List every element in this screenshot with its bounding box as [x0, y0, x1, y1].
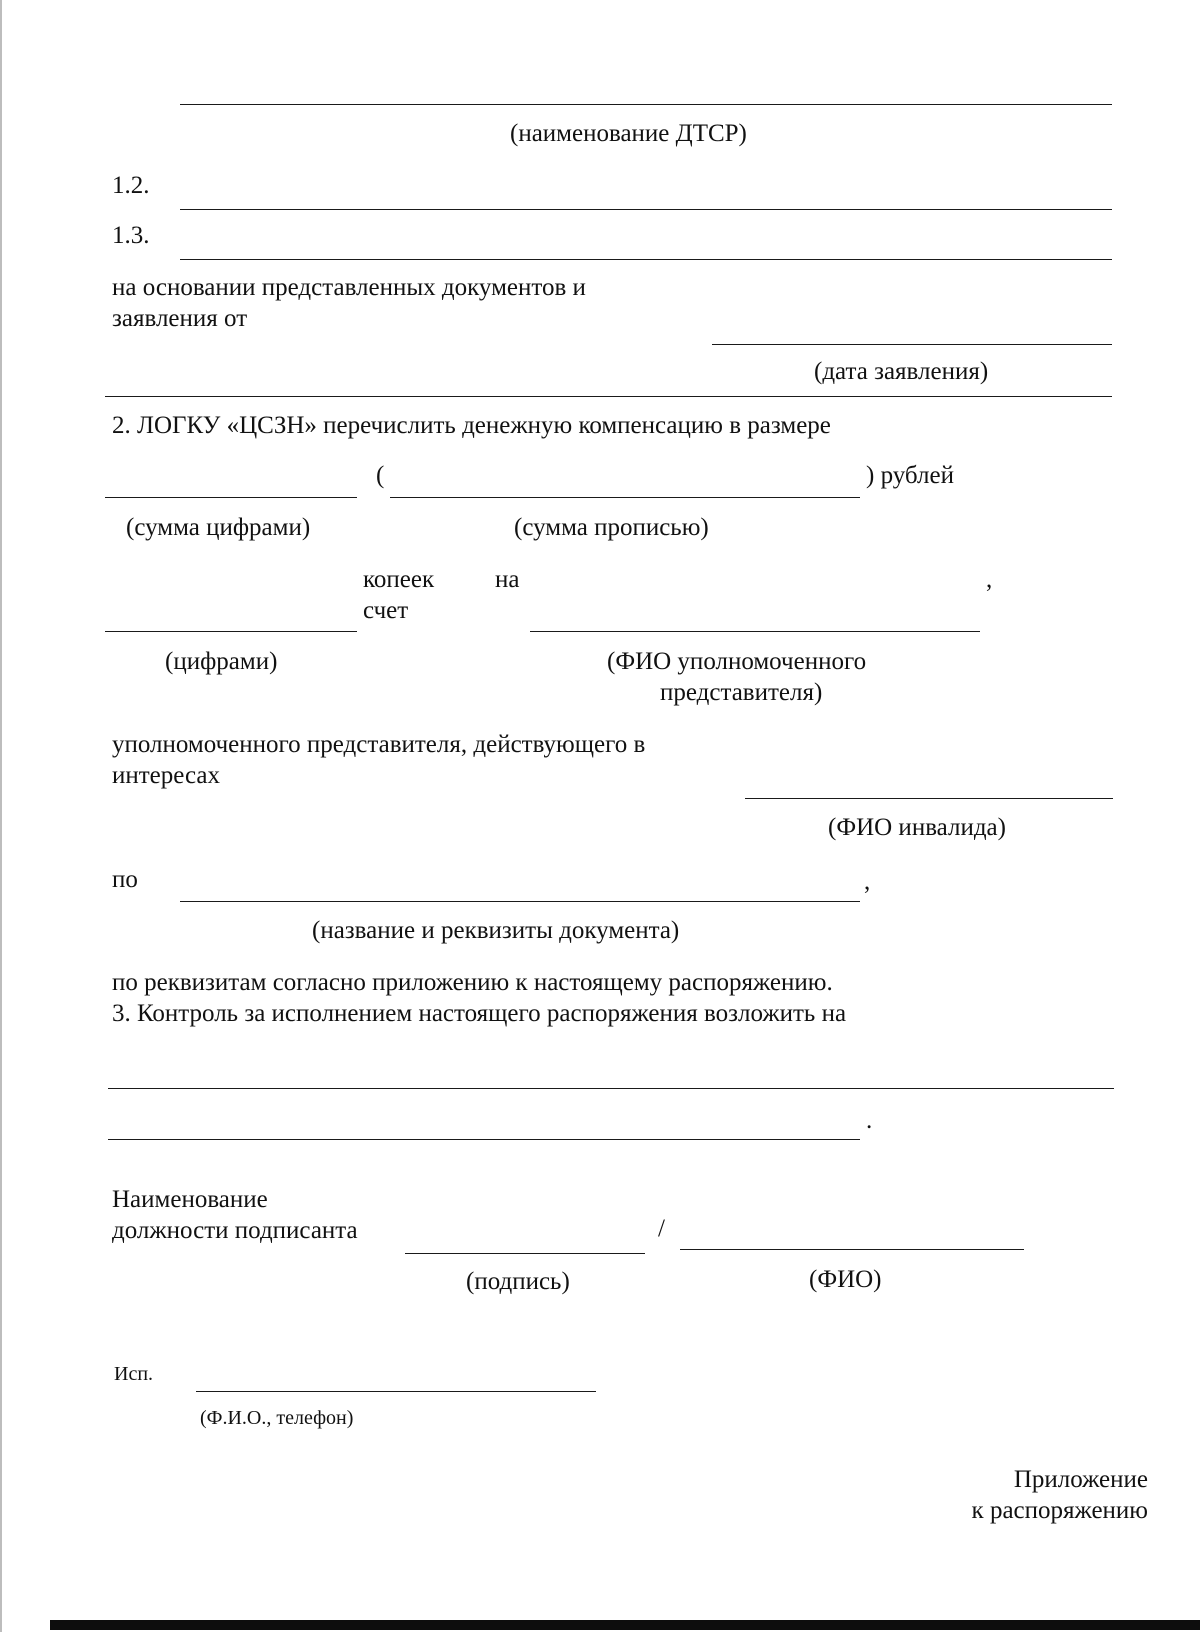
scan-edge-left	[0, 0, 2, 1632]
sum-words-label: (сумма прописью)	[514, 514, 709, 541]
sum-digits-label: (сумма цифрами)	[126, 514, 311, 541]
requisites-text: по реквизитам согласно приложению к настоящему распоряжению.	[112, 969, 833, 996]
document-label: (название и реквизиты документа)	[312, 917, 680, 944]
signatory-fio-label: (ФИО)	[809, 1266, 882, 1293]
item-2-text: 2. ЛОГКУ «ЦСЗН» перечислить денежную компенсацию в размере	[112, 412, 831, 439]
signatory-title-line1: Наименование	[112, 1186, 268, 1213]
control-line-1	[108, 1088, 1114, 1089]
representative-fio-label-line1: (ФИО уполномоченного	[607, 648, 867, 675]
account-text: счет	[363, 597, 409, 624]
executor-label: Исп.	[114, 1363, 154, 1385]
signature-label: (подпись)	[466, 1268, 570, 1295]
appendix-line2: к распоряжению	[971, 1497, 1148, 1524]
dtsr-name-line	[180, 104, 1112, 105]
sum-digits-line	[105, 497, 357, 498]
application-date-line	[712, 344, 1112, 345]
disabled-person-fio-label: (ФИО инвалида)	[828, 814, 1006, 841]
disabled-person-fio-line	[745, 798, 1113, 799]
scan-edge-bottom	[50, 1620, 1200, 1630]
rubles-text: ) рублей	[866, 462, 954, 489]
comma-1: ,	[986, 566, 993, 593]
signature-line	[405, 1253, 645, 1254]
slash-separator: /	[658, 1215, 665, 1242]
signatory-title-line2: должности подписанта	[112, 1217, 358, 1244]
item-1-2-number: 1.2.	[112, 172, 150, 199]
dtsr-name-label: (наименование ДТСР)	[510, 120, 747, 147]
section-divider-line	[105, 396, 1112, 397]
comma-2: ,	[864, 868, 871, 895]
period-mark: .	[866, 1107, 873, 1134]
item-1-3-number: 1.3.	[112, 222, 150, 249]
appendix-line1: Приложение	[1013, 1466, 1148, 1493]
na-text: на	[495, 566, 520, 593]
basis-text-line2: заявления от	[112, 305, 248, 332]
application-date-label: (дата заявления)	[814, 358, 989, 385]
po-text: по	[112, 866, 138, 893]
document-line	[180, 901, 860, 902]
representative-text-line1: уполномоченного представителя, действующего в	[112, 731, 646, 758]
basis-text-line1: на основании представленных документов и	[112, 274, 586, 301]
representative-fio-line	[530, 631, 980, 632]
item-3-text: 3. Контроль за исполнением настоящего распоряжения возложить на	[112, 1000, 847, 1027]
digits-label: (цифрами)	[165, 648, 278, 675]
representative-text-line2: интересах	[112, 762, 220, 789]
paren-open: (	[376, 462, 385, 489]
signatory-fio-line	[680, 1249, 1024, 1250]
representative-fio-label-line2: представителя)	[660, 679, 823, 706]
executor-hint: (Ф.И.О., телефон)	[200, 1407, 354, 1429]
item-1-2-line	[180, 209, 1112, 210]
control-line-2	[108, 1139, 860, 1140]
sum-words-line	[390, 497, 860, 498]
kopecks-digits-line	[105, 631, 357, 632]
executor-line	[196, 1391, 596, 1392]
item-1-3-line	[180, 259, 1112, 260]
kopecks-text: копеек	[363, 566, 435, 593]
